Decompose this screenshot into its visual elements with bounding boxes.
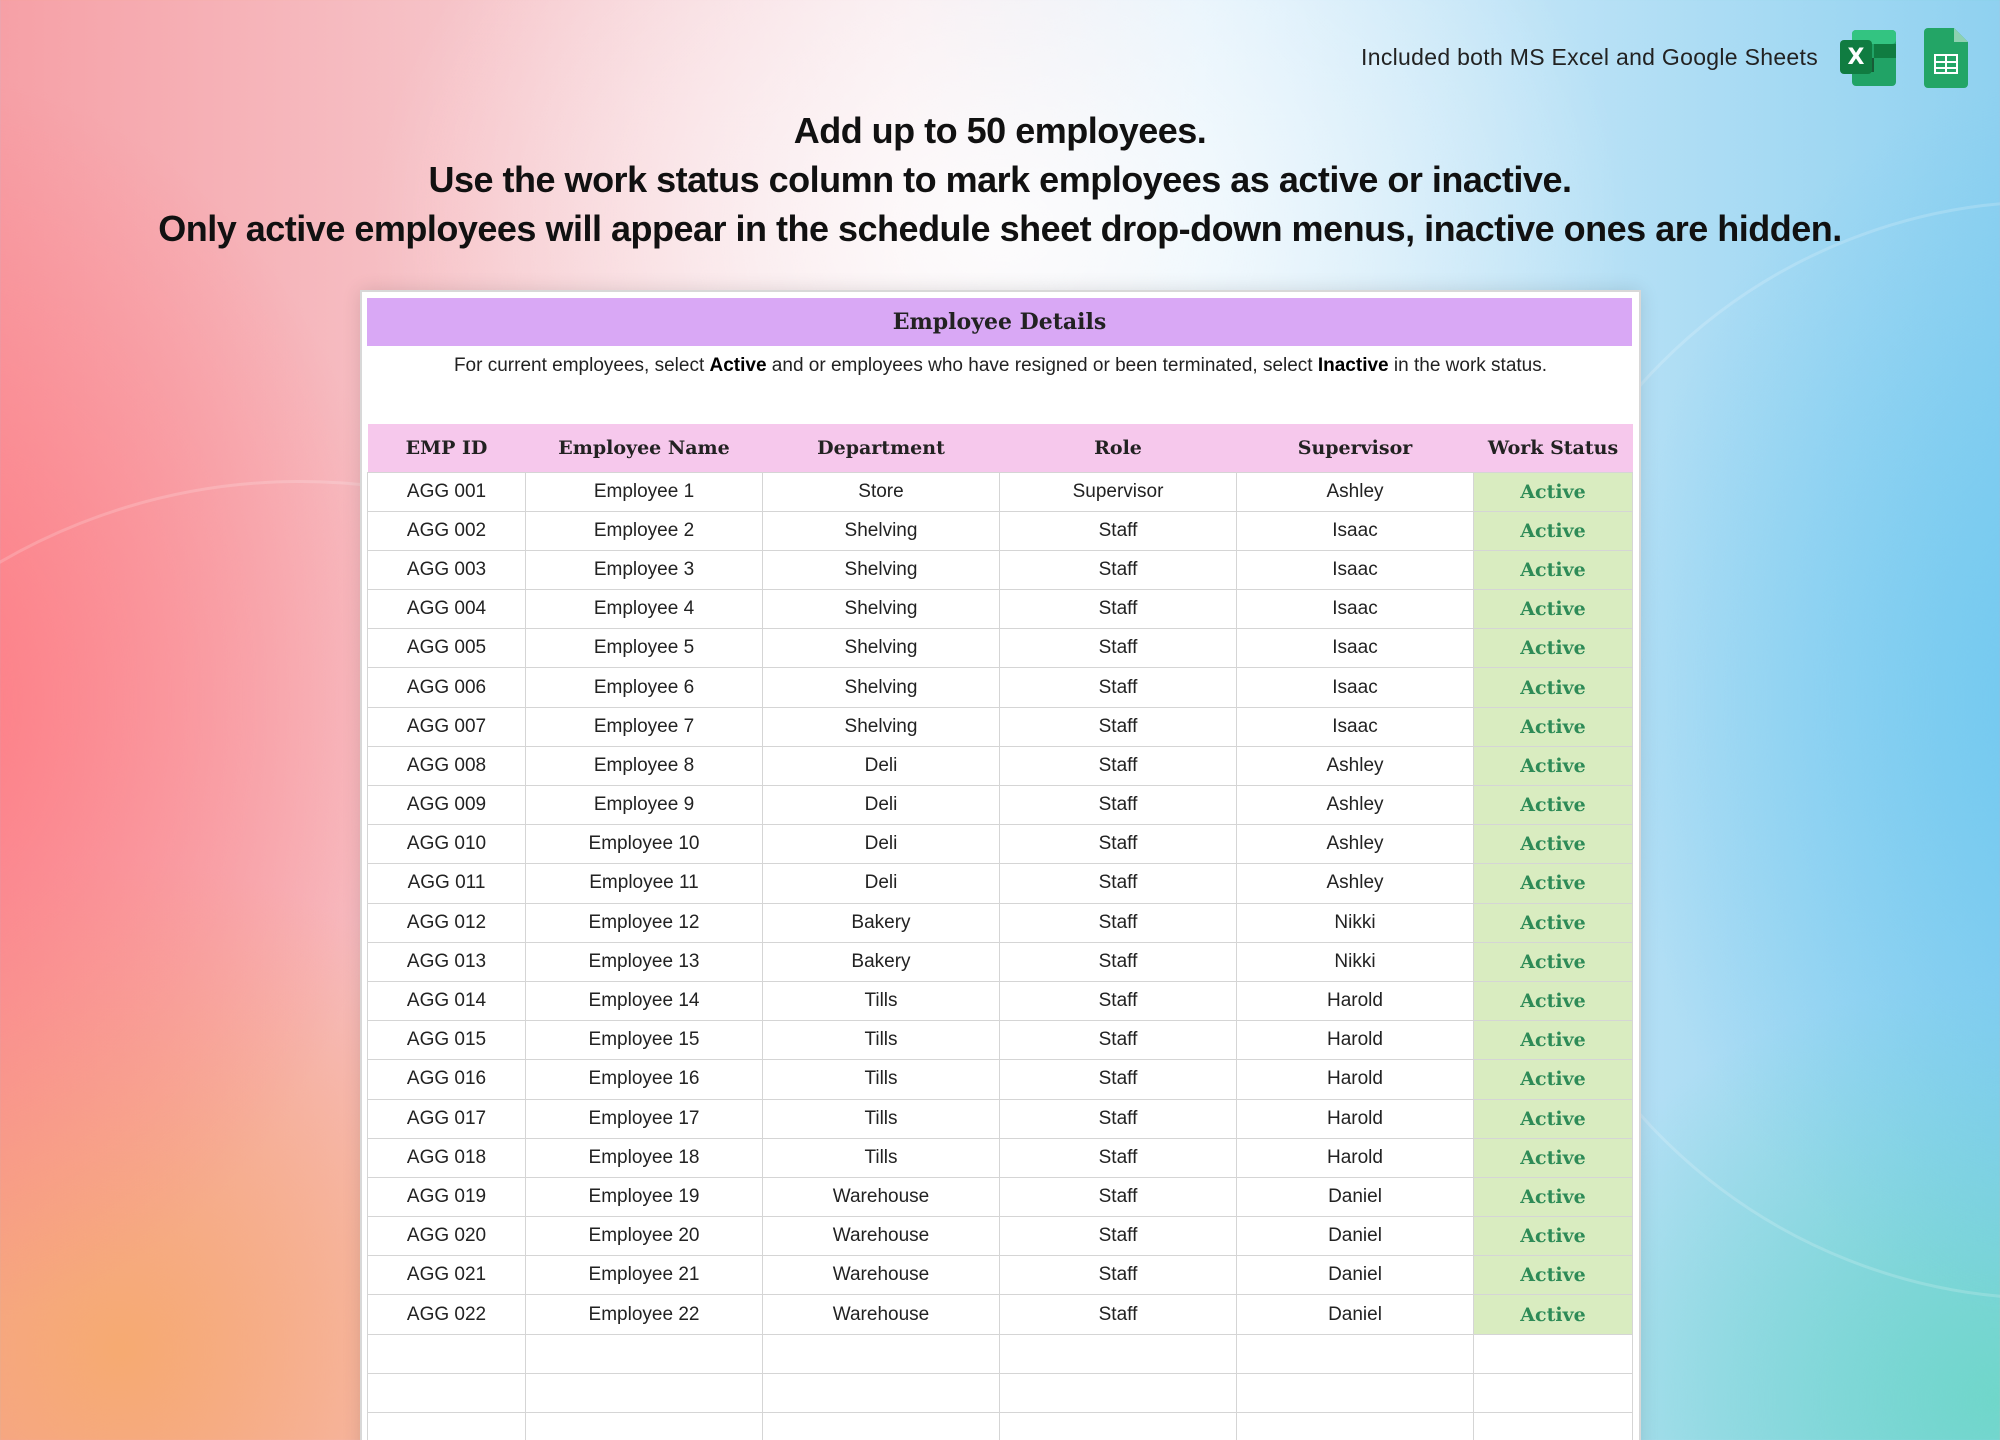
table-row xyxy=(368,1334,1633,1373)
table-row xyxy=(368,472,1633,511)
work-status-cell[interactable]: Active xyxy=(1474,1177,1633,1216)
role-cell[interactable]: Staff xyxy=(1000,1217,1237,1256)
emp-id-cell[interactable]: AGG 016 xyxy=(368,1060,526,1099)
role-cell[interactable] xyxy=(1000,1373,1237,1412)
emp-id-cell[interactable]: AGG 021 xyxy=(368,1256,526,1295)
role-cell[interactable]: Staff xyxy=(1000,1138,1237,1177)
supervisor-cell[interactable]: Isaac xyxy=(1237,590,1474,629)
table-row xyxy=(368,1177,1633,1216)
role-cell[interactable]: Staff xyxy=(1000,981,1237,1020)
role-cell[interactable]: Staff xyxy=(1000,942,1237,981)
emp-id-cell[interactable]: AGG 009 xyxy=(368,786,526,825)
department-cell[interactable]: Warehouse xyxy=(763,1256,1000,1295)
instruction-text: and or employees who have resigned or been terminated, select xyxy=(766,355,1318,376)
employee-name-cell[interactable]: Employee 4 xyxy=(526,590,763,629)
work-status-cell[interactable]: Active xyxy=(1474,550,1633,589)
column-header-emp-id: EMP ID xyxy=(368,424,526,472)
role-cell[interactable]: Staff xyxy=(1000,1099,1237,1138)
employee-name-cell[interactable]: Employee 22 xyxy=(526,1295,763,1334)
emp-id-cell[interactable]: AGG 002 xyxy=(368,511,526,550)
employee-name-cell[interactable]: Employee 9 xyxy=(526,786,763,825)
department-cell[interactable]: Tills xyxy=(763,1138,1000,1177)
role-cell[interactable]: Staff xyxy=(1000,864,1237,903)
employee-name-cell[interactable]: Employee 18 xyxy=(526,1138,763,1177)
emp-id-cell[interactable]: AGG 004 xyxy=(368,590,526,629)
table-row xyxy=(368,903,1633,942)
role-cell[interactable]: Staff xyxy=(1000,511,1237,550)
supervisor-cell[interactable]: Daniel xyxy=(1237,1217,1474,1256)
supervisor-cell[interactable]: Isaac xyxy=(1237,629,1474,668)
employee-name-cell[interactable]: Employee 14 xyxy=(526,981,763,1020)
supervisor-cell[interactable]: Ashley xyxy=(1237,825,1474,864)
role-cell[interactable]: Staff xyxy=(1000,1021,1237,1060)
table-row xyxy=(368,1217,1633,1256)
instructions-headline xyxy=(0,106,2000,253)
supervisor-cell[interactable]: Isaac xyxy=(1237,550,1474,589)
work-status-cell[interactable]: Active xyxy=(1474,1099,1633,1138)
table-row xyxy=(368,668,1633,707)
employee-name-cell[interactable]: Employee 1 xyxy=(526,472,763,511)
role-cell[interactable]: Staff xyxy=(1000,590,1237,629)
emp-id-cell[interactable]: AGG 018 xyxy=(368,1138,526,1177)
department-cell[interactable]: Tills xyxy=(763,1060,1000,1099)
work-status-cell[interactable]: Active xyxy=(1474,590,1633,629)
work-status-cell[interactable]: Active xyxy=(1474,746,1633,785)
column-header-department: Department xyxy=(763,424,1000,472)
supervisor-cell[interactable]: Nikki xyxy=(1237,942,1474,981)
employee-name-cell[interactable]: Employee 20 xyxy=(526,1217,763,1256)
google-sheets-icon xyxy=(1922,26,1972,90)
table-row xyxy=(368,1099,1633,1138)
supervisor-cell[interactable]: Daniel xyxy=(1237,1177,1474,1216)
work-status-cell[interactable]: Active xyxy=(1474,903,1633,942)
work-status-cell[interactable]: Active xyxy=(1474,1060,1633,1099)
department-cell[interactable] xyxy=(763,1413,1000,1440)
sheet-instructions xyxy=(362,352,1639,380)
employee-name-cell[interactable]: Employee 10 xyxy=(526,825,763,864)
emp-id-cell[interactable]: AGG 010 xyxy=(368,825,526,864)
role-cell[interactable] xyxy=(1000,1413,1237,1440)
work-status-cell[interactable]: Active xyxy=(1474,1295,1633,1334)
emp-id-cell[interactable] xyxy=(368,1334,526,1373)
department-cell[interactable]: Bakery xyxy=(763,903,1000,942)
work-status-cell[interactable]: Active xyxy=(1474,629,1633,668)
department-cell[interactable] xyxy=(763,1373,1000,1412)
role-cell[interactable]: Staff xyxy=(1000,1256,1237,1295)
employee-name-cell[interactable]: Employee 19 xyxy=(526,1177,763,1216)
supervisor-cell[interactable]: Ashley xyxy=(1237,786,1474,825)
excel-icon xyxy=(1838,26,1900,90)
emp-id-cell[interactable]: AGG 017 xyxy=(368,1099,526,1138)
work-status-cell[interactable]: Active xyxy=(1474,511,1633,550)
table-row xyxy=(368,864,1633,903)
supervisor-cell[interactable] xyxy=(1237,1334,1474,1373)
supervisor-cell[interactable]: Harold xyxy=(1237,981,1474,1020)
department-cell[interactable]: Tills xyxy=(763,1021,1000,1060)
supervisor-cell[interactable]: Isaac xyxy=(1237,707,1474,746)
supervisor-cell[interactable]: Harold xyxy=(1237,1099,1474,1138)
work-status-cell[interactable]: Active xyxy=(1474,472,1633,511)
table-row xyxy=(368,511,1633,550)
work-status-cell[interactable]: Active xyxy=(1474,1138,1633,1177)
role-cell[interactable]: Supervisor xyxy=(1000,472,1237,511)
supervisor-cell[interactable]: Harold xyxy=(1237,1138,1474,1177)
column-header-employee-name: Employee Name xyxy=(526,424,763,472)
employee-details-sheet xyxy=(360,290,1641,1440)
emp-id-cell[interactable]: AGG 019 xyxy=(368,1177,526,1216)
table-row xyxy=(368,786,1633,825)
employee-name-cell[interactable]: Employee 12 xyxy=(526,903,763,942)
table-header-row xyxy=(368,424,1633,472)
emp-id-cell[interactable]: AGG 001 xyxy=(368,472,526,511)
department-cell[interactable]: Shelving xyxy=(763,668,1000,707)
department-cell[interactable]: Deli xyxy=(763,786,1000,825)
department-cell[interactable] xyxy=(763,1334,1000,1373)
supervisor-cell[interactable]: Daniel xyxy=(1237,1295,1474,1334)
employee-name-cell[interactable]: Employee 17 xyxy=(526,1099,763,1138)
table-row xyxy=(368,981,1633,1020)
table-row xyxy=(368,590,1633,629)
table-row xyxy=(368,942,1633,981)
role-cell[interactable]: Staff xyxy=(1000,746,1237,785)
role-cell[interactable]: Staff xyxy=(1000,903,1237,942)
department-cell[interactable]: Deli xyxy=(763,746,1000,785)
emp-id-cell[interactable]: AGG 005 xyxy=(368,629,526,668)
work-status-cell[interactable] xyxy=(1474,1413,1633,1440)
department-cell[interactable]: Warehouse xyxy=(763,1295,1000,1334)
supervisor-cell[interactable] xyxy=(1237,1413,1474,1440)
role-cell[interactable]: Staff xyxy=(1000,550,1237,589)
emp-id-cell[interactable]: AGG 007 xyxy=(368,707,526,746)
column-header-role: Role xyxy=(1000,424,1237,472)
work-status-cell[interactable]: Active xyxy=(1474,981,1633,1020)
emp-id-cell[interactable]: AGG 012 xyxy=(368,903,526,942)
format-note: Included both MS Excel and Google Sheets xyxy=(1361,44,1818,70)
headline-line-3: Only active employees will appear in the schedule sheet drop-down menus, inactive ones are hidden. xyxy=(158,208,1842,249)
supervisor-cell[interactable]: Ashley xyxy=(1237,864,1474,903)
supervisor-cell[interactable]: Daniel xyxy=(1237,1256,1474,1295)
work-status-cell[interactable]: Active xyxy=(1474,668,1633,707)
emp-id-cell[interactable]: AGG 014 xyxy=(368,981,526,1020)
work-status-cell[interactable]: Active xyxy=(1474,786,1633,825)
svg-text:X: X xyxy=(1847,45,1865,70)
department-cell[interactable]: Shelving xyxy=(763,590,1000,629)
department-cell[interactable]: Tills xyxy=(763,981,1000,1020)
employee-name-cell[interactable]: Employee 15 xyxy=(526,1021,763,1060)
supervisor-cell[interactable]: Isaac xyxy=(1237,668,1474,707)
work-status-cell[interactable]: Active xyxy=(1474,825,1633,864)
table-row xyxy=(368,629,1633,668)
department-cell[interactable]: Shelving xyxy=(763,707,1000,746)
role-cell[interactable]: Staff xyxy=(1000,668,1237,707)
emp-id-cell[interactable]: AGG 003 xyxy=(368,550,526,589)
role-cell[interactable]: Staff xyxy=(1000,1060,1237,1099)
department-cell[interactable]: Bakery xyxy=(763,942,1000,981)
department-cell[interactable]: Deli xyxy=(763,864,1000,903)
table-row xyxy=(368,1295,1633,1334)
work-status-cell[interactable] xyxy=(1474,1373,1633,1412)
instruction-text: For current employees, select xyxy=(453,355,710,376)
table-row xyxy=(368,707,1633,746)
employee-table xyxy=(367,424,1633,1440)
sheet-title: Employee Details xyxy=(367,298,1632,346)
employee-name-cell[interactable]: Employee 21 xyxy=(526,1256,763,1295)
supervisor-cell[interactable]: Ashley xyxy=(1237,746,1474,785)
department-cell[interactable]: Deli xyxy=(763,825,1000,864)
employee-name-cell[interactable]: Employee 6 xyxy=(526,668,763,707)
employee-name-cell[interactable] xyxy=(526,1334,763,1373)
employee-name-cell[interactable]: Employee 11 xyxy=(526,864,763,903)
emp-id-cell[interactable] xyxy=(368,1373,526,1412)
role-cell[interactable]: Staff xyxy=(1000,707,1237,746)
department-cell[interactable]: Shelving xyxy=(763,511,1000,550)
work-status-cell[interactable]: Active xyxy=(1474,1021,1633,1060)
work-status-cell[interactable]: Active xyxy=(1474,864,1633,903)
supervisor-cell[interactable]: Harold xyxy=(1237,1060,1474,1099)
headline-line-1: Add up to 50 employees. xyxy=(793,110,1207,151)
emp-id-cell[interactable]: AGG 015 xyxy=(368,1021,526,1060)
emp-id-cell[interactable]: AGG 020 xyxy=(368,1217,526,1256)
table-row xyxy=(368,1256,1633,1295)
supervisor-cell[interactable]: Harold xyxy=(1237,1021,1474,1060)
role-cell[interactable] xyxy=(1000,1334,1237,1373)
employee-name-cell[interactable]: Employee 8 xyxy=(526,746,763,785)
emp-id-cell[interactable]: AGG 011 xyxy=(368,864,526,903)
work-status-cell[interactable]: Active xyxy=(1474,1217,1633,1256)
instruction-text: in the work status. xyxy=(1388,355,1548,376)
emp-id-cell[interactable]: AGG 013 xyxy=(368,942,526,981)
employee-name-cell[interactable]: Employee 2 xyxy=(526,511,763,550)
table-row xyxy=(368,1373,1633,1412)
employee-name-cell[interactable]: Employee 7 xyxy=(526,707,763,746)
department-cell[interactable]: Shelving xyxy=(763,629,1000,668)
department-cell[interactable]: Warehouse xyxy=(763,1177,1000,1216)
instruction-active-keyword: Active xyxy=(709,355,767,376)
work-status-cell[interactable]: Active xyxy=(1474,1256,1633,1295)
emp-id-cell[interactable]: AGG 022 xyxy=(368,1295,526,1334)
table-row xyxy=(368,1060,1633,1099)
supervisor-cell[interactable] xyxy=(1237,1373,1474,1412)
work-status-cell[interactable]: Active xyxy=(1474,707,1633,746)
role-cell[interactable]: Staff xyxy=(1000,786,1237,825)
employee-name-cell[interactable] xyxy=(526,1413,763,1440)
employee-name-cell[interactable]: Employee 16 xyxy=(526,1060,763,1099)
employee-name-cell[interactable]: Employee 3 xyxy=(526,550,763,589)
emp-id-cell[interactable] xyxy=(368,1413,526,1440)
table-row xyxy=(368,746,1633,785)
role-cell[interactable]: Staff xyxy=(1000,629,1237,668)
role-cell[interactable]: Staff xyxy=(1000,825,1237,864)
supervisor-cell[interactable]: Isaac xyxy=(1237,511,1474,550)
department-cell[interactable]: Tills xyxy=(763,1099,1000,1138)
work-status-cell[interactable] xyxy=(1474,1334,1633,1373)
table-row xyxy=(368,550,1633,589)
table-row xyxy=(368,1021,1633,1060)
department-cell[interactable]: Shelving xyxy=(763,550,1000,589)
employee-name-cell[interactable]: Employee 5 xyxy=(526,629,763,668)
work-status-cell[interactable]: Active xyxy=(1474,942,1633,981)
employee-name-cell[interactable] xyxy=(526,1373,763,1412)
table-row xyxy=(368,1413,1633,1440)
role-cell[interactable]: Staff xyxy=(1000,1295,1237,1334)
department-cell[interactable]: Store xyxy=(763,472,1000,511)
emp-id-cell[interactable]: AGG 006 xyxy=(368,668,526,707)
employee-name-cell[interactable]: Employee 13 xyxy=(526,942,763,981)
department-cell[interactable]: Warehouse xyxy=(763,1217,1000,1256)
emp-id-cell[interactable]: AGG 008 xyxy=(368,746,526,785)
role-cell[interactable]: Staff xyxy=(1000,1177,1237,1216)
supervisor-cell[interactable]: Ashley xyxy=(1237,472,1474,511)
column-header-supervisor: Supervisor xyxy=(1237,424,1474,472)
column-header-work-status: Work Status xyxy=(1474,424,1633,472)
headline-line-2: Use the work status column to mark employees as active or inactive. xyxy=(428,159,1572,200)
table-row xyxy=(368,825,1633,864)
table-row xyxy=(368,1138,1633,1177)
supervisor-cell[interactable]: Nikki xyxy=(1237,903,1474,942)
instruction-inactive-keyword: Inactive xyxy=(1317,355,1389,376)
